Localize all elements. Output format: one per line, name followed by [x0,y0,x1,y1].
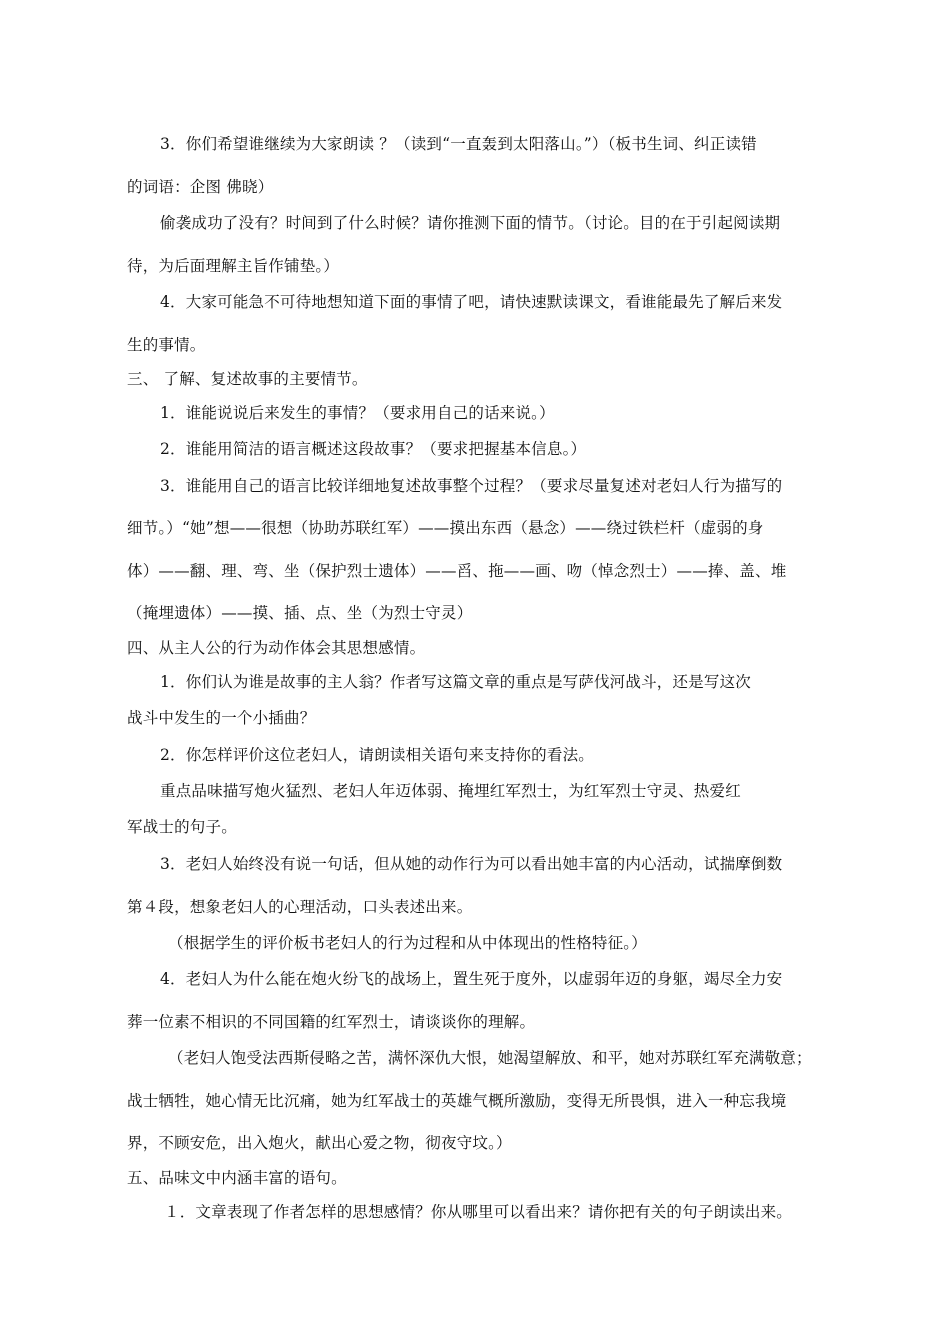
text-line: （根据学生的评价板书老妇人的行为过程和从中体现出的性格特征。） [168,934,647,952]
text-line: 4．大家可能急不可待地想知道下面的事情了吧，请快速默读课文，看谁能最先了解后来发 [160,293,783,311]
text-line: 重点品味描写炮火猛烈、老妇人年迈体弱、掩埋红军烈士，为红军烈士守灵、热爱红 [160,782,741,800]
text-line: 3．谁能用自己的语言比较详细地复述故事整个过程？（要求尽量复述对老妇人行为描写的 [160,477,783,495]
section-heading: 三、 了解、复述故事的主要情节。 [127,370,368,388]
text-line: 1．谁能说说后来发生的事情？（要求用自己的话来说。） [160,404,555,422]
text-line: １．文章表现了作者怎样的思想感情？你从哪里可以看出来？请你把有关的句子朗读出来。 [164,1203,793,1221]
text-line: 2．你怎样评价这位老妇人，请朗读相关语句来支持你的看法。 [160,746,594,764]
section-heading: 五、品味文中内涵丰富的语句。 [127,1169,347,1187]
text-line: 第４段，想象老妇人的心理活动，口头表述出来。 [127,898,473,916]
text-line: 3．你们希望谁继续为大家朗读 ？（读到“一直轰到太阳落山。”）（板书生词、纠正读错 [160,135,757,153]
text-line: 体）——翻、理、弯、坐（保护烈士遗体）——舀、拖——画、吻（悼念烈士）——捧、盖、堆 [127,562,787,580]
text-line: （掩埋遗体）——摸、插、点、坐（为烈士守灵） [127,604,473,622]
text-line: 细节。）“她”想——很想（协助苏联红军）——摸出东西（悬念）——绕过铁栏杆（虚弱的身 [127,519,764,537]
text-line: 军战士的句子。 [127,818,237,836]
text-line: 1．你们认为谁是故事的主人翁？作者写这篇文章的重点是写萨伐河战斗，还是写这次 [160,673,751,691]
text-line: 的词语：企图 佛晓） [127,178,274,196]
text-line: 4．老妇人为什么能在炮火纷飞的战场上，置生死于度外，以虚弱年迈的身躯，竭尽全力安 [160,970,783,988]
text-line: 界，不顾安危，出入炮火，献出心爱之物，彻夜守坟。） [127,1134,512,1152]
text-line: 待，为后面理解主旨作铺垫。） [127,257,340,275]
text-line: 3．老妇人始终没有说一句话，但从她的动作行为可以看出她丰富的内心活动，试揣摩倒数 [160,855,783,873]
text-line: 战士牺牲，她心情无比沉痛，她为红军战士的英雄气概所激励，变得无所畏惧，进入一种忘我境 [127,1092,787,1110]
text-line: （老妇人饱受法西斯侵略之苦，满怀深仇大恨，她渴望解放、和平，她对苏联红军充满敬意； [168,1049,812,1067]
text-line: 2．谁能用简洁的语言概述这段故事？（要求把握基本信息。） [160,440,587,458]
text-line: 偷袭成功了没有？时间到了什么时候？请你推测下面的情节。（讨论。目的在于引起阅读期 [160,214,781,232]
text-line: 生的事情。 [127,336,206,354]
section-heading: 四、从主人公的行为动作体会其思想感情。 [127,639,426,657]
text-line: 战斗中发生的一个小插曲？ [127,709,316,727]
text-line: 葬一位素不相识的不同国籍的红军烈士，请谈谈你的理解。 [127,1013,536,1031]
